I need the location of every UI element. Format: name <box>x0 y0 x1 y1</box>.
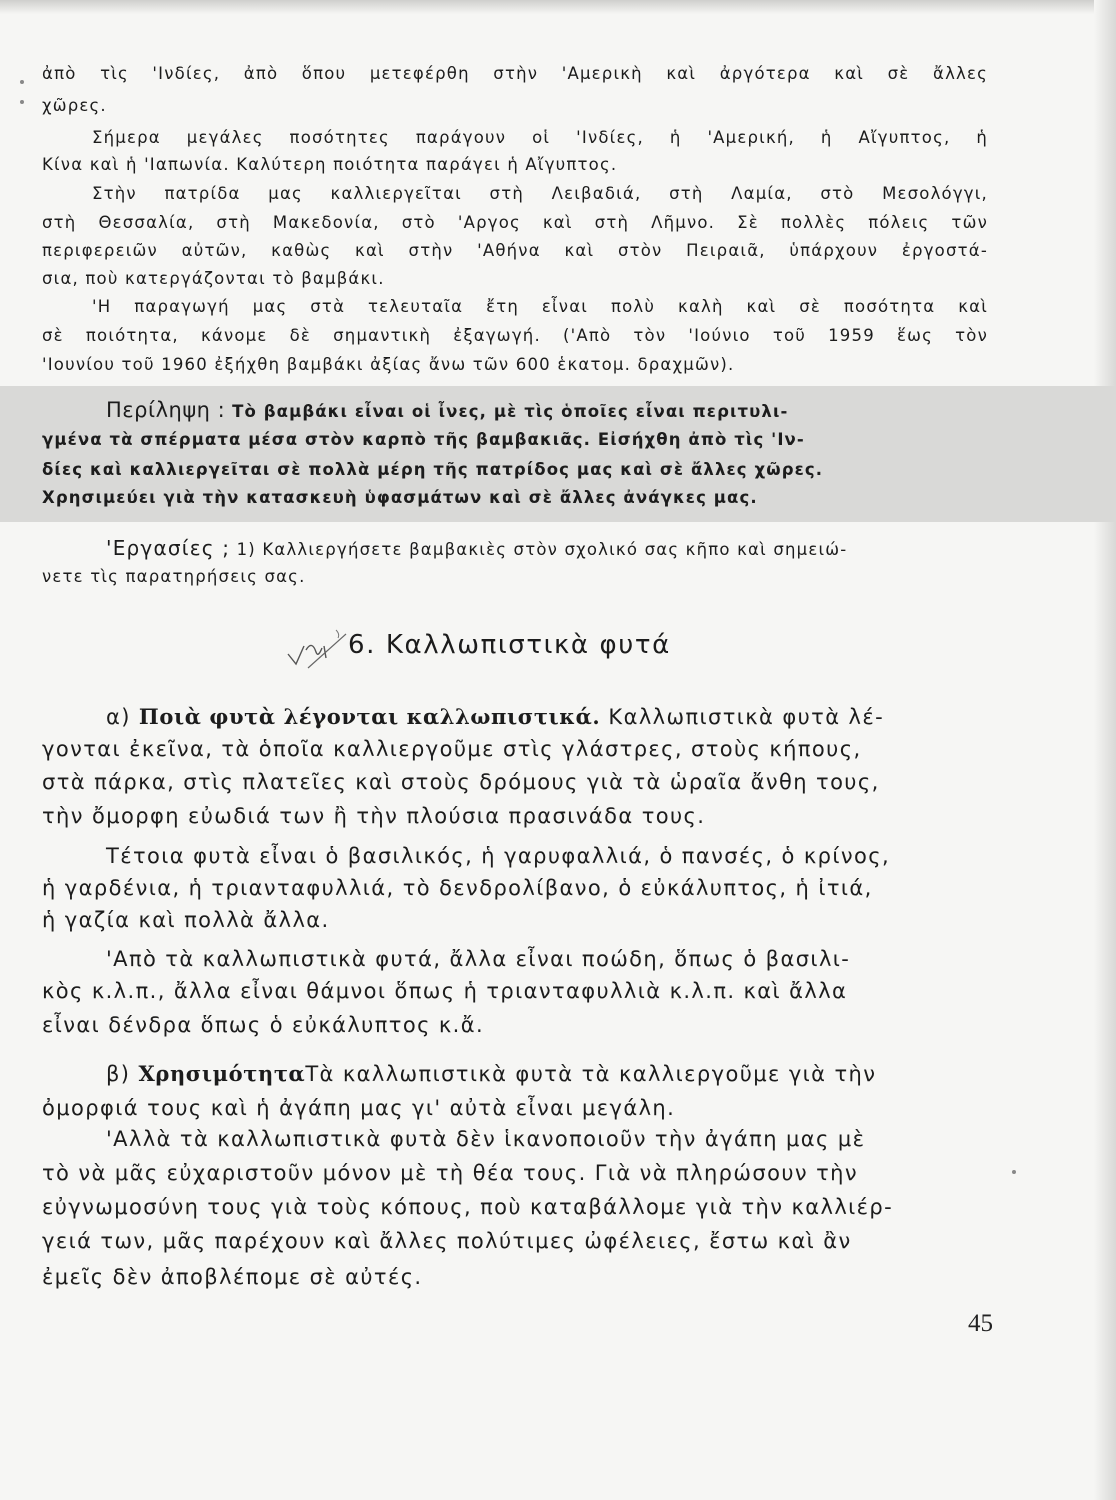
tasks-line-1 <box>106 536 847 562</box>
handwritten-note-scribble <box>284 628 352 672</box>
section-b-line: εὐγνωμοσύνη τους γιὰ τοὺς κόπους, ποὺ καταβάλλομε γιὰ τὴν καλλιέρ- <box>42 1195 894 1219</box>
intro-line: Στὴν πατρίδα μας καλλιεργεῖται στὴ Λειβαδιά, στὴ Λαμία, στὸ Μεσολόγγι, <box>92 184 988 203</box>
section-a-line: τὴν ὄμορφη εὐωδιά των ἢ τὴν πλούσια πρασινάδα τους. <box>42 804 706 828</box>
tasks-label: 'Εργασίες ; <box>106 536 231 560</box>
summary-line-1 <box>106 398 788 424</box>
section-b-line: ἐμεῖς δὲν ἀποβλέπομε σὲ αὐτές. <box>42 1265 423 1289</box>
page-number: 45 <box>968 1310 993 1337</box>
scan-speck <box>20 80 24 84</box>
intro-line: περιφερειῶν αὐτῶν, καθὼς καὶ στὴν 'Αθήνα καὶ στὸν Πειραιᾶ, ὑπάρχουν ἐργοστά- <box>42 241 988 260</box>
section-b-line: 'Αλλὰ τὰ καλλωπιστικὰ φυτὰ δὲν ἱκανοποιοῦν τὴν ἀγάπη μας μὲ <box>106 1127 866 1151</box>
section-a-heading: Ποιὰ φυτὰ λέγονται καλλωπιστικά. <box>138 704 601 729</box>
section-a-line: γονται ἐκεῖνα, τὰ ὁποῖα καλλιεργοῦμε στὶς γλάστρες, στοὺς κήπους, <box>42 737 862 761</box>
intro-line: 'Ιουνίου τοῦ 1960 ἐξήχθη βαμβάκι ἀξίας ἄνω τῶν 600 ἑκατομ. δραχμῶν). <box>42 355 735 374</box>
summary-line: γμένα τὰ σπέρματα μέσα στὸν καρπὸ τῆς βαμβακιᾶς. Εἰσήχθη ἀπὸ τὶς 'Ιν- <box>42 430 805 449</box>
section-b-line-1 <box>106 1059 876 1089</box>
summary-label: Περίληψη : <box>106 398 226 422</box>
section-a-line: ἡ γαζία καὶ πολλὰ ἄλλα. <box>42 908 330 932</box>
section-a-line-1 <box>106 702 884 732</box>
section-a-line: κὸς κ.λ.π., ἄλλα εἶναι θάμνοι ὅπως ἡ τριανταφυλλιὰ κ.λ.π. καὶ ἄλλα <box>42 979 848 1003</box>
scan-speck <box>1012 1170 1016 1174</box>
section-b-line: τὸ νὰ μᾶς εὐχαριστοῦν μόνον μὲ τὴ θέα τους. Γιὰ νὰ πληρώσουν τὴν <box>42 1161 858 1185</box>
section-b-line: ὀμορφιά τους καὶ ἡ ἀγάπη μας γι' αὐτὰ εἶναι μεγάλη. <box>42 1096 676 1120</box>
section-b-line: γειά των, μᾶς παρέχουν καὶ ἄλλες πολύτιμες ὠφέλειες, ἔστω καὶ ἂν <box>42 1229 852 1253</box>
section-a-line: στὰ πάρκα, στὶς πλατεῖες καὶ στοὺς δρόμους γιὰ τὰ ὡραῖα ἄνθη τους, <box>42 770 880 794</box>
section-b-text: Τὰ καλλωπιστικὰ φυτὰ τὰ καλλιεργοῦμε γιὰ τὴν <box>305 1062 877 1086</box>
section-a-line: Τέτοια φυτὰ εἶναι ὁ βασιλικός, ἡ γαρυφαλλιά, ὁ πανσές, ὁ κρίνος, <box>106 844 891 868</box>
intro-line: ἀπὸ τὶς 'Ινδίες, ἀπὸ ὅπου μετεφέρθη στὴν 'Αμερικὴ καὶ ἀργότερα καὶ σὲ ἄλλες <box>42 64 988 83</box>
scan-speck <box>20 100 24 104</box>
section-b-heading: Χρησιμότητα <box>138 1061 306 1086</box>
intro-line: στὴ Θεσσαλία, στὴ Μακεδονία, στὸ 'Αργος καὶ στὴ Λῆμνο. Σὲ πολλὲς πόλεις τῶν <box>42 213 988 232</box>
intro-line: σὲ ποιότητα, κάνομε δὲ σημαντικὴ ἐξαγωγή. ('Απὸ τὸν 'Ιούνιο τοῦ 1959 ἕως τὸν <box>42 326 988 345</box>
section-a-line: ἡ γαρδένια, ἡ τριανταφυλλιά, τὸ δενδρολίβανο, ὁ εὐκάλυπτος, ἡ ἰτιά, <box>42 876 873 900</box>
summary-line: δίες καὶ καλλιεργεῖται σὲ πολλὰ μέρη τῆς πατρίδος μας καὶ σὲ ἄλλες χῶρες. <box>42 460 824 479</box>
section-a-line: εἶναι δένδρα ὅπως ὁ εὐκάλυπτος κ.ἄ. <box>42 1013 485 1037</box>
section-b-marker: β) <box>106 1062 131 1086</box>
section-a-line: 'Απὸ τὰ καλλωπιστικὰ φυτά, ἄλλα εἶναι ποώδη, ὅπως ὁ βασιλι- <box>106 947 851 971</box>
intro-line: χῶρες. <box>42 96 107 115</box>
intro-line: Κίνα καὶ ἡ 'Ιαπωνία. Καλύτερη ποιότητα παράγει ἡ Αἴγυπτος. <box>42 155 618 174</box>
tasks-text: 1) Καλλιεργήσετε βαμβακιὲς στὸν σχολικό σας κῆπο καὶ σημειώ- <box>236 540 848 559</box>
section-a-marker: α) <box>106 705 131 729</box>
section-a-text: Καλλωπιστικὰ φυτὰ λέ- <box>608 705 885 729</box>
intro-line: σια, ποὺ κατεργάζονται τὸ βαμβάκι. <box>42 269 385 288</box>
intro-line: 'Η παραγωγή μας στὰ τελευταῖα ἔτη εἶναι πολὺ καλὴ καὶ σὲ ποσότητα καὶ <box>92 297 988 316</box>
section-title: 6. Καλλωπιστικὰ φυτά <box>348 630 671 660</box>
summary-text: Τὸ βαμβάκι εἶναι οἱ ἶνες, μὲ τὶς ὁποῖες εἶναι περιτυλι- <box>232 402 789 421</box>
intro-line: Σήμερα μεγάλες ποσότητες παράγουν οἱ 'Ινδίες, ἡ 'Αμερική, ἡ Αἴγυπτος, ἡ <box>92 128 988 147</box>
summary-line: Χρησιμεύει γιὰ τὴν κατασκευὴ ὑφασμάτων καὶ σὲ ἄλλες ἀνάγκες μας. <box>42 488 758 507</box>
tasks-line: νετε τὶς παρατηρήσεις σας. <box>42 567 306 586</box>
